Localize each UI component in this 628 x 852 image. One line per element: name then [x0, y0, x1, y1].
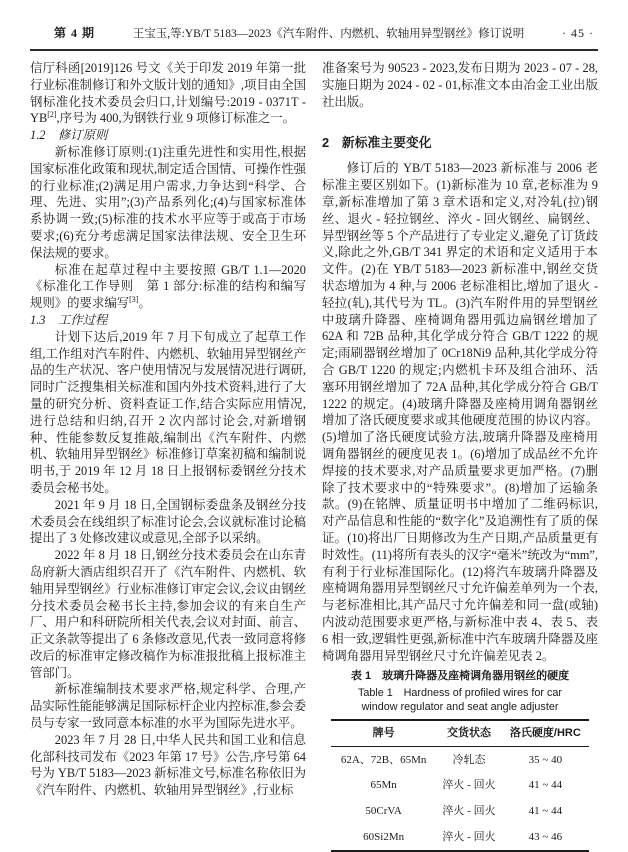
citation-ref: [2]	[47, 110, 57, 120]
section-heading-2: 2 新标准主要变化	[322, 135, 432, 151]
citation-ref: [3]	[129, 295, 139, 305]
col-header-hardness: 洛氏硬度/HRC	[509, 727, 581, 740]
table-caption-en: Table 1 Hardness of profiled wires for car window regulator and seat angle adjuster	[357, 687, 563, 713]
table-cell: 淬火 - 回火	[442, 805, 496, 818]
hardness-table	[331, 719, 589, 852]
paragraph: 准备案号为 90523 - 2023,发布日期为 2023 - 07 - 28,实施日期为 2024 - 02 - 01,标准文本由冶金工业出版社出版。	[322, 61, 598, 109]
table-cell: 60Si2Mn	[363, 830, 405, 843]
table-cell: 淬火 - 回火	[442, 830, 496, 843]
section-heading-1-3: 1.3 工作过程	[30, 312, 108, 327]
right-column	[322, 60, 598, 852]
issue-label: 第 4 期	[54, 26, 96, 40]
paragraph-text: 。	[138, 296, 151, 311]
table-1-block	[322, 669, 598, 852]
two-column-body	[30, 60, 598, 852]
table-cell: 35 ~ 40	[528, 753, 563, 766]
table-header	[331, 720, 589, 746]
table-cell: 41 ~ 44	[528, 779, 563, 792]
table-caption-zh: 表 1 玻璃升降器及座椅调角器用钢丝的硬度	[350, 670, 570, 683]
table-cell: 冷轧态	[452, 753, 486, 766]
header-rule	[30, 49, 598, 51]
paragraph: 2022 年 8 月 18 日,钢丝分技术委员会在山东青岛府新大酒店组织召开了《汽车附件、内燃机、软轴用异型钢丝》行业标准修订审定会议,会议由钢丝分技术委员会秘书长主持,参加会议的有来自生产厂、用户和科研院所相关代表,会议对封面、前言、正文条款等提出了 6 条修改意见,代表一致同意将修改后的标准审定修改稿作为标准报批稿上报标准主管部门。	[30, 548, 306, 680]
col-header-delivery-state: 交货状态	[447, 727, 492, 740]
table-cell: 淬火 - 回火	[442, 779, 496, 792]
page-number: · 45 ·	[562, 26, 594, 40]
paragraph: 2023 年 7 月 28 日,中华人民共和国工业和信息化部科技司发布《2023 年第 17 号》公告,序号第 64 号为 YB/T 5183—2023 新标准文号,标准名称依旧为《汽车附件、内燃机、软轴用异型钢丝》,行业标	[30, 732, 306, 798]
paragraph: 2021 年 9 月 18 日,全国钢标委盘条及钢丝分技术委员会在线组织了标准讨论会,会议就标准讨论稿提出了 3 处修改建议或意见,全部予以采纳。	[30, 497, 306, 546]
left-column	[30, 60, 306, 852]
paragraph	[30, 60, 306, 127]
paragraph-text: 标准在起草过程中主要按照 GB/T 1.1—2020《标准化工作导则 第 1 部分:标准的结构和编写规则》的要求编写	[30, 262, 306, 311]
table-cell: 50CrVA	[365, 805, 402, 818]
table-cell: 43 ~ 46	[528, 830, 563, 843]
table-row	[331, 799, 589, 825]
table-row	[331, 747, 589, 773]
paragraph: 修订后的 YB/T 5183—2023 新标准与 2006 老标准主要区别如下。(1)新标准为 10 章,老标准为 9 章,新标准增加了第 3 章术语和定义,对冷轧(拉)钢丝、退火 - 轻拉钢丝、淬火 - 回火钢丝、扁钢丝、异型钢丝等 5 个产品进行了专业定义,避免了订货歧义,除此之外,GB/T 341 界定的术语和定义适用于本文件。(2)在 YB/T 5183—2023 新标准中,钢丝交货状态增加为 4 种,与 2006 老标准相比,增加了退火 - 轻拉(轧),其代号为 TL。(3)汽车附件用的异型钢丝中玻璃升降器、座椅调角器用弧边扁钢丝增加了 62A 和 72B 品种,其化学成分符合 GB/T 1222 的规定;雨刷器钢丝增加了 0Cr18Ni9 品种,其化学成分符合 GB/T 1220 的规定;内燃机卡环及组合油环、活塞环用钢丝增加了 72A 品种,其化学成分符合 GB/T 1222 的规定。(4)玻璃升降器及座椅用调角器钢丝增加了洛氏硬度要求或其他硬度范围的协议内容。(5)增加了洛氏硬度试验方法,玻璃升降器及座椅用调角器钢丝的硬度见表 1。(6)增加了成品丝不允许焊接的技术要求,对产品质量要求更加严格。(7)删除了技术要求中的“特殊要求”。(8)增加了运输条款。(9)在铭牌、质量证明书中增加了二维码标识,对产品信息和性能的“数字化”及追溯性有了质的保证。(10)将出厂日期修改为生产日期,产品质量更有时效性。(11)将所有表头的汉字“毫米”统改为“mm”,有利于行业标准国际化。(12)将汽车玻璃升降器及座椅调角器用异型钢丝尺寸允许偏差单列为一个表,与老标准相比,其产品尺寸允许偏差和同一盘(或轴)内波动范围要求更严格,与新标准中表 4、表 5、表 6 相一致,逻辑性更强,新标准中汽车玻璃升降器及座椅调角器用异型钢丝尺寸允许偏差见表 2。	[322, 161, 598, 663]
paragraph-text: 信厅科函[2019]126 号文《关于印发 2019 年第一批行业标准制修订和外文版计划的通知》,项目由全国钢标准化技术委员会归口,计划编号:2019 - 0371T - YB	[30, 61, 306, 126]
section-heading-1-2: 1.2 修订原则	[30, 128, 108, 143]
col-header-grade: 牌号	[372, 727, 395, 740]
paragraph: 计划下达后,2019 年 7 月下旬成立了起草工作组,工作组对汽车附件、内燃机、软轴用异型钢丝产品的生产状况、客户使用情况与发展情况进行调研,同时广泛搜集相关标准和国内外技术资料,进行了大量的研究分析、资料查证工作,结合实际应用情况,进行总结和归纳,召开 2 次内部讨论会,对新增钢种、性能参数反复推敲,编制出《汽车附件、内燃机、软轴用异型钢丝》标准修订草案初稿和编制说明书,于 2019 年 12 月 18 日上报钢标委钢丝分技术委员会秘书处。	[30, 329, 306, 495]
table-body	[331, 747, 589, 852]
table-cell: 65Mn	[370, 779, 397, 792]
paragraph	[30, 262, 306, 312]
table-cell: 62A、72B、65Mn	[340, 753, 427, 766]
paragraph: 新标准修订原则:(1)注重先进性和实用性,根据国家标准化政策和现状,制定适合国情、可操作性强的行业标准;(2)满足用户需求,力争达到“科学、合理、先进、实用”;(3)产品系列化;(4)与国家标准体系协调一致;(5)标准的技术水平应等于或高于市场要求;(6)充分考虑满足国家法律法规、安全卫生环保法规的要求。	[30, 144, 306, 260]
running-title: 王宝玉,等:YB/T 5183—2023《汽车附件、内燃机、软轴用异型钢丝》修订说明	[132, 28, 525, 40]
table-row	[331, 773, 589, 799]
table-cell: 41 ~ 44	[528, 805, 563, 818]
paragraph: 新标准编制技术要求严格,规定科学、合理,产品实际性能能够满足国际标杆企业内控标准,参会委员与专家一致同意本标准的水平为国际先进水平。	[30, 682, 306, 731]
paragraph-text: ,序号为 400,为钢铁行业 9 项修订标准之一。	[56, 111, 296, 126]
table-header-row	[331, 720, 589, 746]
running-head	[30, 24, 598, 49]
table-row	[331, 824, 589, 851]
